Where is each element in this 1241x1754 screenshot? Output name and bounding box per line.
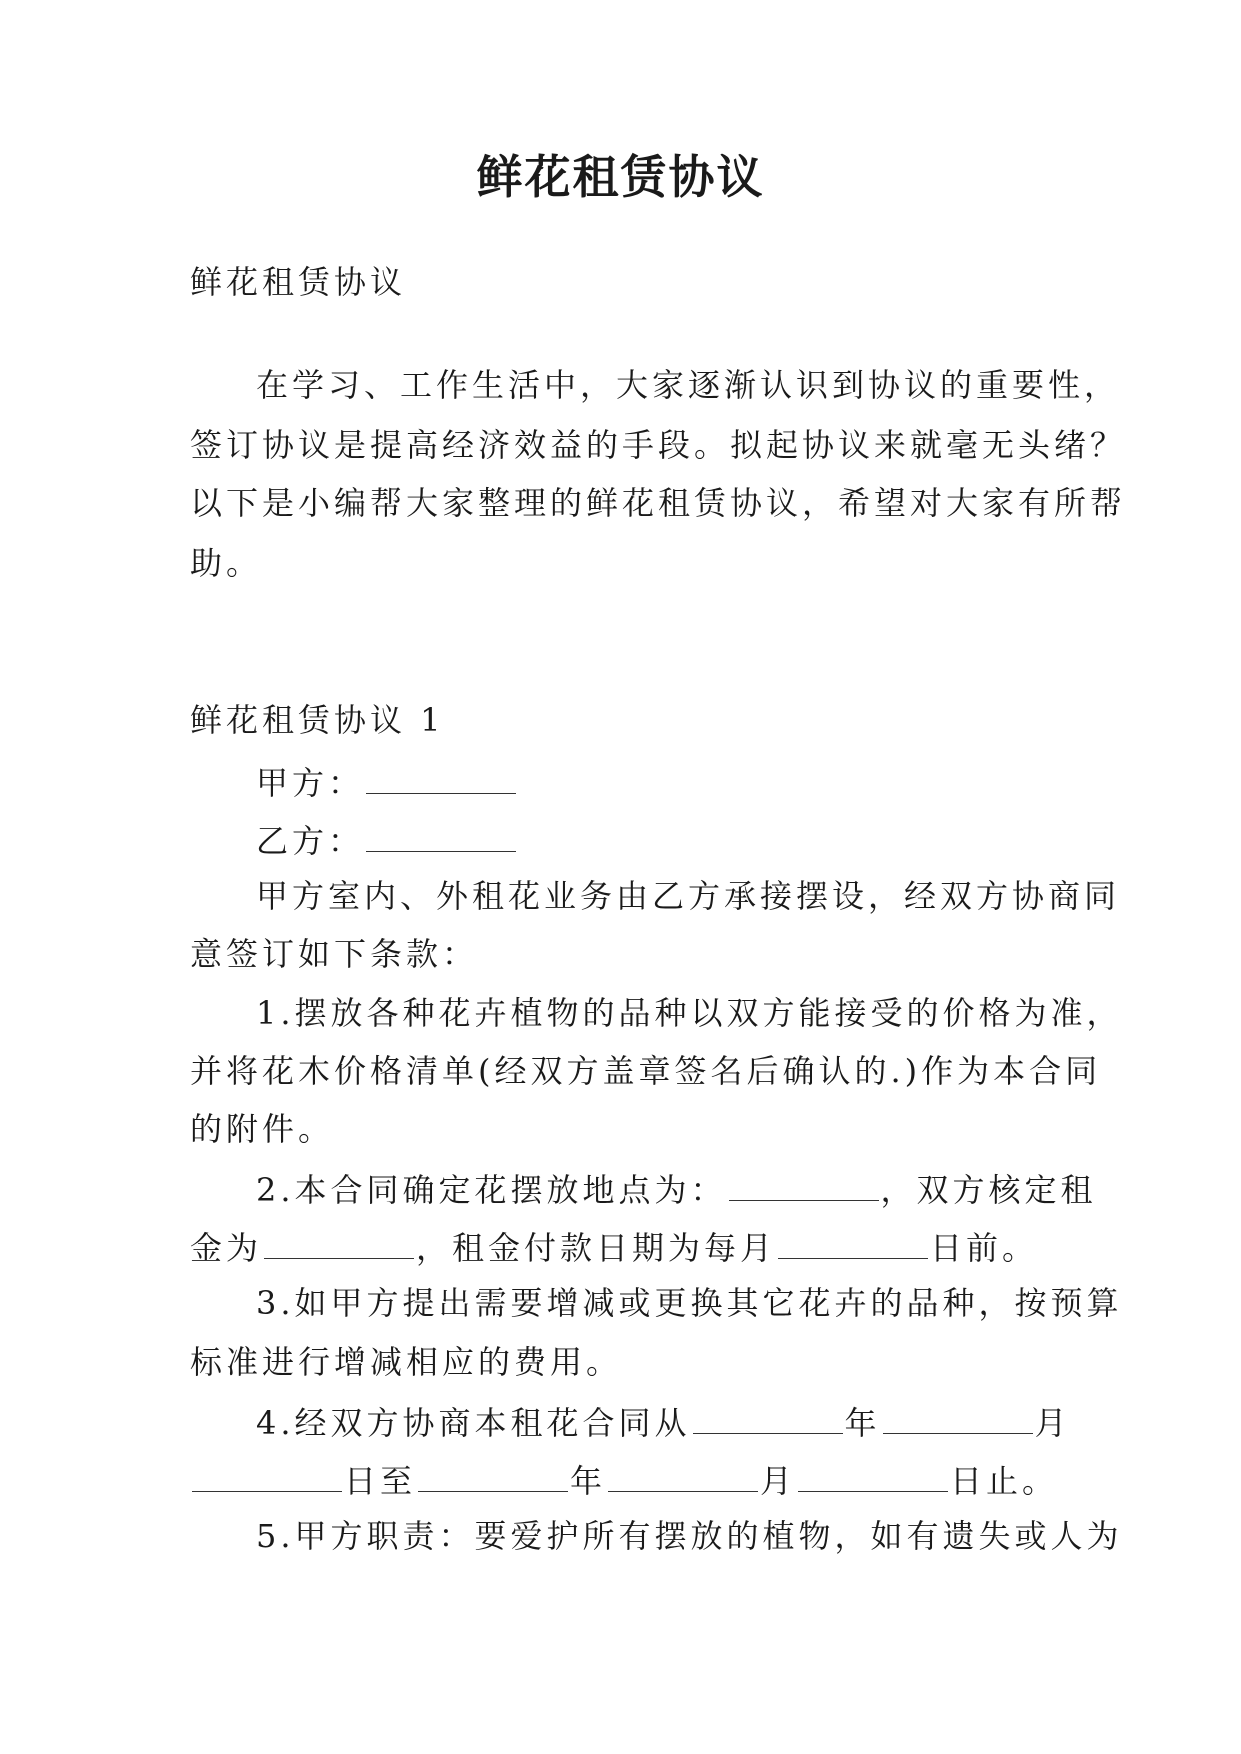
rent-amount-blank — [264, 1226, 414, 1259]
clause-1-line-1: 1.摆放各种花卉植物的品种以双方能接受的价格为准， — [256, 994, 1123, 1032]
clause-2-text-b: ，双方核定租 — [880, 1171, 1097, 1209]
party-a-blank — [366, 761, 516, 794]
clause-2-line-2 — [190, 1226, 1050, 1267]
clause-2-text-c: 金为 — [190, 1229, 263, 1267]
start-day-blank — [192, 1459, 342, 1492]
intro-line-3: 以下是小编帮大家整理的鲜花租赁协议，希望对大家有所帮 — [190, 484, 1127, 522]
end-year-blank — [418, 1459, 568, 1492]
clause-1-line-2: 并将花木价格清单(经双方盖章签名后确认的.)作为本合同 — [190, 1052, 1102, 1090]
clause-4-line-1 — [256, 1401, 1116, 1442]
clause-3-line-2: 标准进行增减相应的费用。 — [190, 1343, 623, 1381]
clause-3-line-1: 3.如甲方提出需要增减或更换其它花卉的品种，按预算 — [256, 1284, 1123, 1322]
document-subtitle: 鲜花租赁协议 — [190, 263, 407, 301]
section-heading: 鲜花租赁协议 1 — [190, 701, 445, 739]
party-b-label: 乙方： — [256, 822, 365, 860]
end-day-blank — [798, 1459, 948, 1492]
clause-2-line-1 — [256, 1168, 1116, 1209]
end-month-blank — [608, 1459, 758, 1492]
clause-4-line-2 — [190, 1459, 1059, 1500]
start-month-blank — [883, 1401, 1033, 1434]
start-year-blank — [693, 1401, 843, 1434]
clause-2-text-a: 2.本合同确定花摆放地点为： — [256, 1171, 727, 1209]
clause-4-end-year-label: 年 — [570, 1462, 607, 1500]
intro-line-4: 助。 — [190, 544, 263, 582]
intro-line-2: 签订协议是提高经济效益的手段。拟起协议来就毫无头绪？ — [190, 426, 1127, 464]
clause-4-text-a: 4.经双方协商本租花合同从 — [256, 1404, 691, 1442]
clause-1-line-3: 的附件。 — [190, 1110, 335, 1148]
clause-4-text-b: 日至 — [344, 1462, 417, 1500]
payment-day-blank — [778, 1226, 928, 1259]
document-title: 鲜花租赁协议 — [476, 150, 765, 204]
intro-line-1: 在学习、工作生活中，大家逐渐认识到协议的重要性， — [256, 366, 1121, 404]
clause-4-text-c: 日止。 — [950, 1462, 1059, 1500]
preamble-line-1: 甲方室内、外租花业务由乙方承接摆设，经双方协商同 — [256, 877, 1121, 915]
party-b-blank — [366, 819, 516, 852]
location-blank — [729, 1168, 879, 1201]
clause-2-text-d: ，租金付款日期为每月 — [416, 1229, 777, 1267]
clause-5-line-1: 5.甲方职责：要爱护所有摆放的植物，如有遗失或人为 — [256, 1517, 1123, 1555]
party-b-line — [256, 819, 1116, 860]
clause-4-year-label: 年 — [844, 1404, 881, 1442]
clause-4-month-label: 月 — [1034, 1404, 1071, 1442]
clause-2-text-e: 日前。 — [930, 1229, 1039, 1267]
preamble-line-2: 意签订如下条款： — [190, 935, 479, 973]
party-a-label: 甲方： — [256, 764, 365, 802]
clause-4-end-month-label: 月 — [760, 1462, 797, 1500]
party-a-line — [256, 761, 1116, 802]
